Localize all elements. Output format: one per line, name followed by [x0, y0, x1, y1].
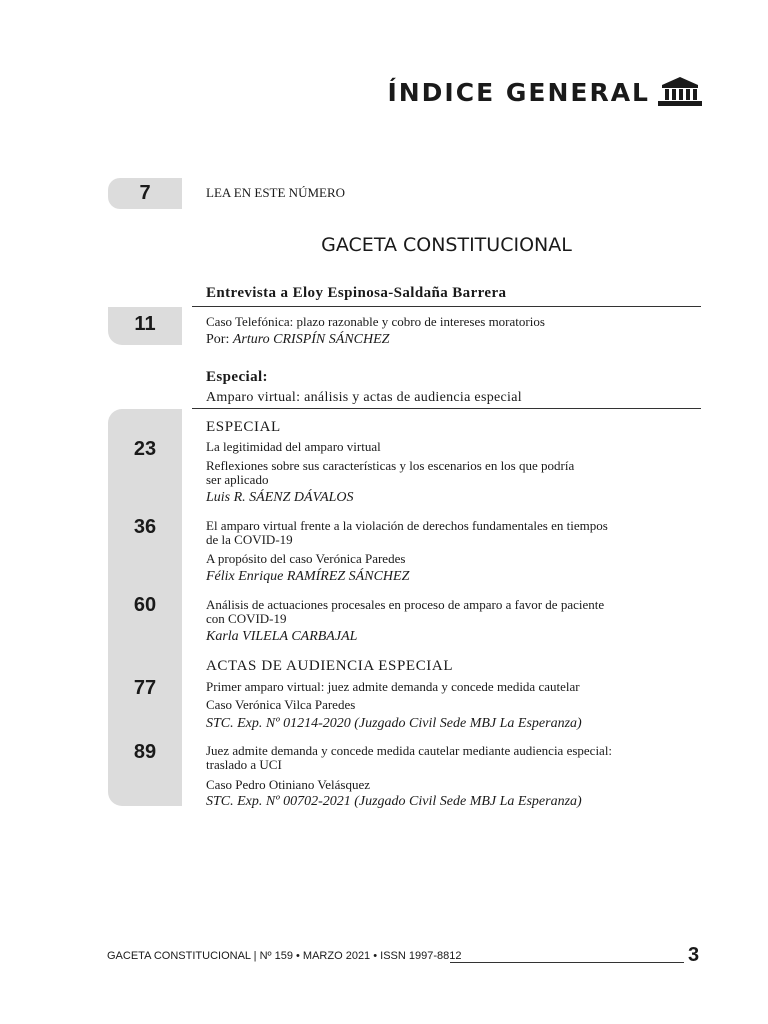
item-reference: STC. Exp. Nº 01214-2020 (Juzgado Civil Sede MBJ La Esperanza) — [206, 716, 582, 731]
item-author: Karla VILELA CARBAJAL — [206, 629, 358, 644]
footer-rule — [450, 962, 684, 963]
especial-heading: Especial: — [206, 369, 268, 385]
especial-section-label: ESPECIAL — [206, 419, 281, 435]
item-title: El amparo virtual frente a la violación de derechos fundamentales en tiempos — [206, 518, 608, 533]
item-subtitle: ser aplicado — [206, 472, 269, 487]
item-author: Félix Enrique RAMÍREZ SÁNCHEZ — [206, 569, 410, 584]
page-number-tab — [108, 307, 182, 345]
lea-label: LEA EN ESTE NÚMERO — [206, 185, 346, 200]
entrevista-byline — [206, 332, 389, 348]
item-title: Primer amparo virtual: juez admite demanda y concede medida cautelar — [206, 679, 580, 694]
by-prefix: Por: — [206, 332, 233, 347]
item-page-number: 23 — [133, 438, 157, 460]
divider — [192, 306, 701, 307]
especial-subheading: Amparo virtual: análisis y actas de audiencia especial — [206, 390, 522, 405]
item-subtitle: A propósito del caso Verónica Paredes — [206, 551, 406, 566]
entrevista-heading: Entrevista a Eloy Espinosa-Saldaña Barrera — [206, 285, 507, 301]
entrevista-author: Arturo CRISPÍN SÁNCHEZ — [232, 332, 390, 347]
item-page-number: 89 — [133, 741, 157, 763]
item-page-number: 36 — [133, 516, 157, 538]
footer-text: GACETA CONSTITUCIONAL | Nº 159 • MARZO 2021 • ISSN 1997-8812 — [107, 950, 462, 962]
entrevista-title: Caso Telefónica: plazo razonable y cobro de intereses moratorios — [206, 314, 545, 329]
page-title: ÍNDICE GENERAL — [387, 78, 650, 107]
page-number: 3 — [688, 944, 700, 966]
item-reference: STC. Exp. Nº 00702-2021 (Juzgado Civil Sede MBJ La Esperanza) — [206, 794, 582, 809]
institution-building-icon — [658, 76, 702, 106]
item-page-number: 60 — [133, 594, 157, 616]
item-title: La legitimidad del amparo virtual — [206, 439, 381, 454]
item-subtitle: Caso Pedro Otiniano Velásquez — [206, 777, 371, 792]
item-title: traslado a UCI — [206, 757, 282, 772]
item-title: de la COVID-19 — [206, 532, 293, 547]
item-title: Juez admite demanda y concede medida cautelar mediante audiencia especial: — [206, 743, 613, 758]
page-number-tab — [108, 178, 182, 209]
item-title: Análisis de actuaciones procesales en proceso de amparo a favor de paciente — [206, 597, 605, 612]
entrevista-page-number: 11 — [134, 313, 156, 335]
item-page-number: 77 — [133, 677, 157, 699]
lea-page-number: 7 — [139, 182, 151, 204]
actas-section-label: ACTAS DE AUDIENCIA ESPECIAL — [206, 658, 454, 674]
section-title: GACETA CONSTITUCIONAL — [321, 234, 572, 256]
item-author: Luis R. SÁENZ DÁVALOS — [206, 490, 354, 505]
item-title: con COVID-19 — [206, 611, 287, 626]
item-subtitle: Reflexiones sobre sus características y los escenarios en los que podría — [206, 458, 575, 473]
item-subtitle: Caso Verónica Vilca Paredes — [206, 697, 356, 712]
divider — [192, 408, 701, 409]
